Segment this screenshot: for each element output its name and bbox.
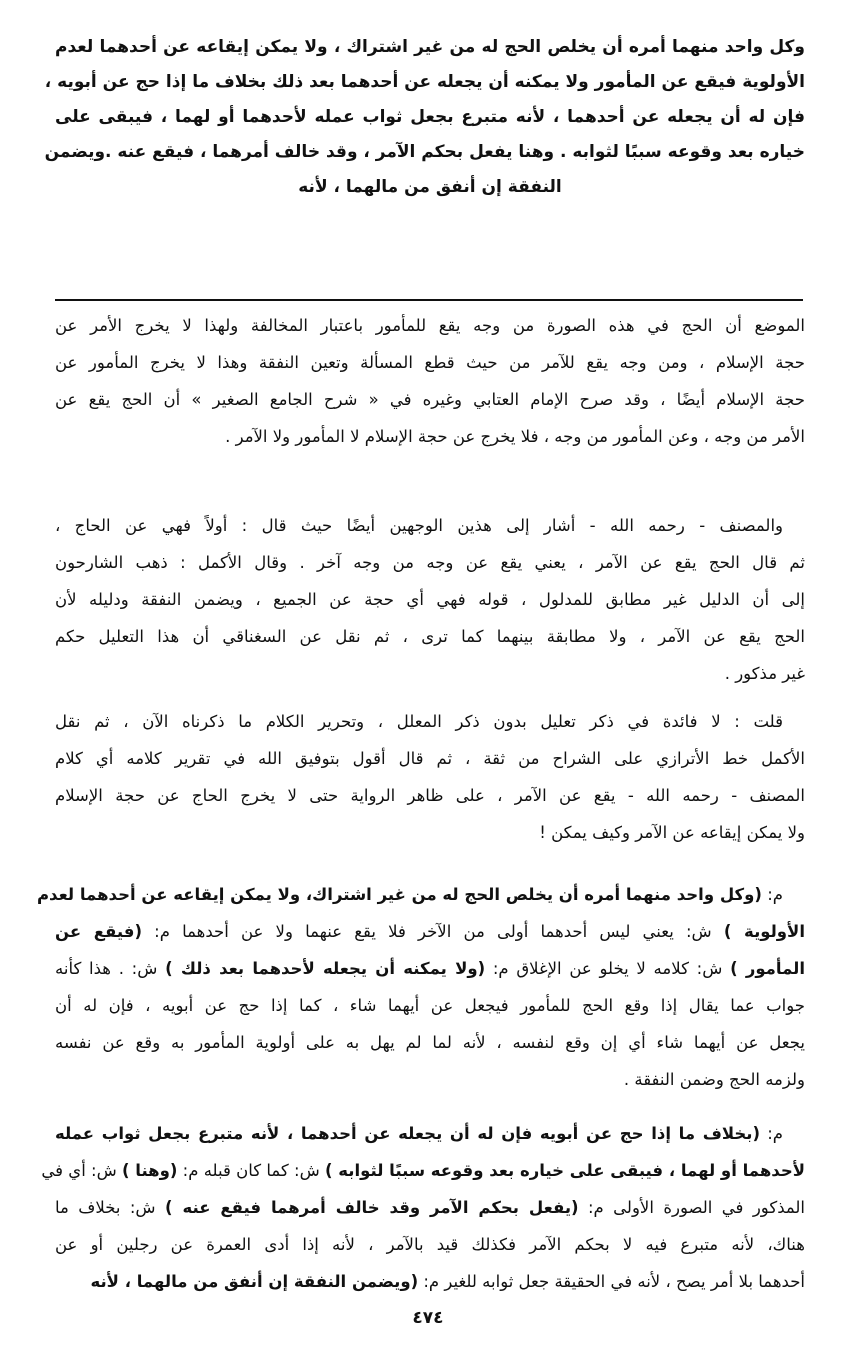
page-number: ٤٧٤	[412, 1308, 444, 1328]
text-line	[55, 581, 805, 618]
text-segment: حجة الإسلام أيضًا ، وقد صرح الإمام العتابي وغيره في « شرح الجامع الصغير » أن الحج يقع عن	[55, 390, 805, 409]
text-segment: م:	[761, 885, 783, 904]
text-segment: جواب عما يقال إذا وقع الحج للمأمور فيجعل عن أيهما شاء ، كما إذا حج عن أبويه ، فإن له أن	[55, 996, 805, 1015]
text-line	[55, 950, 805, 987]
text-line	[55, 703, 805, 740]
text-segment: الأمر من وجه ، وعن المأمور من وجه ، فلا يخرج عن حجة الإسلام لا المأمور ولا الآمر .	[225, 427, 805, 446]
text-segment: خياره بعد وقوعه سببًا لثوابه . وهنا يفعل بحكم الآمر ، وقد خالف أمرهما ، فيقع عنه .ويضمن	[44, 142, 805, 162]
text-line	[55, 418, 805, 455]
matn-quote: (ويضمن النفقة إن أنفق من مالهما ، لأنه	[90, 1272, 419, 1291]
commentary-paragraph	[41, 1115, 806, 1300]
matn-quote: (ولا يمكنه أن يجعله لأحدهما بعد ذلك )	[165, 959, 486, 978]
text-segment: ش: بخلاف ما	[55, 1198, 165, 1217]
text-segment: أحدهما بلا أمر يصح ، لأنه في الحقيقة جعل ثوابه للغير م:	[418, 1272, 805, 1291]
text-segment: يجعل عن أيهما شاء أي إن وقع لنفسه ، لأنه لما لم يهل به على أولوية المأمور به وقع عن نفسه	[55, 1033, 805, 1052]
text-line	[55, 307, 805, 344]
text-line	[55, 1024, 805, 1061]
text-segment: ش: . هذا كأنه	[55, 959, 166, 978]
text-line	[55, 170, 805, 205]
main-text	[44, 30, 805, 205]
text-segment: ولزمه الحج وضمن النفقة .	[623, 1070, 805, 1089]
text-segment: الأكمل خط الأترازي على الشراح من ثقة ، ثم قال أقول بتوفيق الله في تقرير كلامه أي كلام	[55, 749, 805, 768]
text-segment: ش: كما كان قبله م:	[177, 1161, 325, 1180]
commentary-paragraph	[55, 507, 805, 692]
text-segment: ولا يمكن إيقاعه عن الآمر وكيف يمكن !	[539, 823, 805, 842]
matn-quote: لأحدهما أو لهما ، فيبقى على خياره بعد وقوعه سببًا لثوابه )	[324, 1161, 805, 1180]
text-line	[55, 814, 805, 851]
text-line	[36, 876, 805, 913]
text-line	[44, 65, 805, 100]
text-line	[55, 100, 805, 135]
text-segment: إلى أن الدليل غير مطابق للمدلول ، قوله فهي أي حجة عن الجميع ، ويضمن النفقة ودليله لأن	[55, 590, 805, 609]
matn-quote: (وكل واحد منهما أمره أن يخلص الحج له من غير اشتراك، ولا يمكن إيقاعه عن أحدهما لعدم	[36, 885, 762, 904]
text-line	[41, 1152, 805, 1189]
commentary-paragraph	[55, 703, 805, 851]
matn-quote: (فيقع عن	[55, 922, 143, 941]
text-line	[55, 1263, 805, 1300]
text-line	[55, 987, 805, 1024]
text-line	[44, 135, 805, 170]
text-segment: الأولوية فيقع عن المأمور ولا يمكنه أن يجعله عن أحدهما بعد ذلك بخلاف ما إذا حج عن أبويه ،	[44, 72, 805, 92]
text-segment: قلت : لا فائدة في ذكر تعليل بدون ذكر المعلل ، وتحرير الكلام ما ذكرناه الآن ، ثم نقل	[55, 712, 783, 731]
matn-quote: (بخلاف ما إذا حج عن أبويه فإن له أن يجعله عن أحدهما ، لأنه متبرع بجعل ثواب عمله	[55, 1124, 761, 1143]
text-segment: م:	[760, 1124, 783, 1143]
text-segment: المصنف - رحمه الله - يقع عن الآمر ، على ظاهر الرواية حتى لا يخرج الحاج عن حجة الإسلام	[55, 786, 805, 805]
text-segment: فإن له أن يجعله عن أحدهما ، لأنه متبرع بجعل ثواب عمله لأحدهما أو لهما ، فيبقى على	[55, 107, 805, 127]
matn-quote: (يفعل بحكم الآمر وقد خالف أمرهما فيقع عنه )	[165, 1198, 579, 1217]
text-segment: ش: يعني ليس أحدهما أولى من الآخر فلا يقع عنهما ولا عن أحدهما م:	[142, 922, 724, 941]
text-segment: والمصنف - رحمه الله - أشار إلى هذين الوجهين أيضًا حيث قال : أولاً فهي عن الحاج ،	[55, 516, 783, 535]
matn-quote: المأمور )	[730, 959, 805, 978]
footnote-divider	[55, 299, 803, 301]
text-segment: ش: أي في	[41, 1161, 122, 1180]
text-line	[55, 507, 805, 544]
text-segment: النفقة إن أنفق من مالهما ، لأنه	[298, 177, 562, 197]
text-segment: ثم قال الحج يقع عن الآمر ، يعني يقع عن وجه من وجه آخر . وقال الأكمل : ذهب الشارحون	[55, 553, 805, 572]
text-line	[55, 618, 805, 655]
text-line	[55, 1226, 805, 1263]
commentary-paragraph	[36, 876, 805, 1098]
matn-quote: الأولوية )	[723, 922, 805, 941]
text-segment: غير مذكور .	[724, 664, 805, 683]
text-line	[55, 740, 805, 777]
text-line	[55, 30, 805, 65]
text-segment: ش: كلامه لا يخلو عن الإغلاق م:	[485, 959, 731, 978]
text-line	[55, 1061, 805, 1098]
text-line	[55, 1115, 805, 1152]
matn-quote: (وهنا )	[121, 1161, 178, 1180]
text-line	[55, 544, 805, 581]
commentary-paragraph	[55, 307, 805, 455]
text-line	[55, 381, 805, 418]
text-line	[55, 344, 805, 381]
text-segment: المذكور في الصورة الأولى م:	[578, 1198, 806, 1217]
text-segment: حجة الإسلام ، ومن وجه يقع للآمر من حيث قطع المسألة وتعين النفقة وهذا لا يخرج المأمور عن	[55, 353, 805, 372]
text-line	[55, 655, 805, 692]
text-segment: هناك، لأنه متبرع فيه لا بحكم الآمر فكذلك قيد بالآمر ، لأنه إذا أدى العمرة عن رجلين أو عن	[55, 1235, 805, 1254]
text-line	[55, 913, 805, 950]
text-line	[55, 777, 805, 814]
text-line	[55, 1189, 805, 1226]
text-segment: وكل واحد منهما أمره أن يخلص الحج له من غير اشتراك ، ولا يمكن إيقاعه عن أحدهما لعدم	[55, 37, 805, 57]
text-segment: الموضع أن الحج في هذه الصورة من وجه يقع للمأمور باعتبار المخالفة ولهذا لا يخرج الأمر عن	[55, 316, 805, 335]
text-segment: الحج يقع عن الآمر ، ولا مطابقة بينهما كما ترى ، ثم نقل عن السغناقي أن هذا التعليل حكم	[55, 627, 805, 646]
